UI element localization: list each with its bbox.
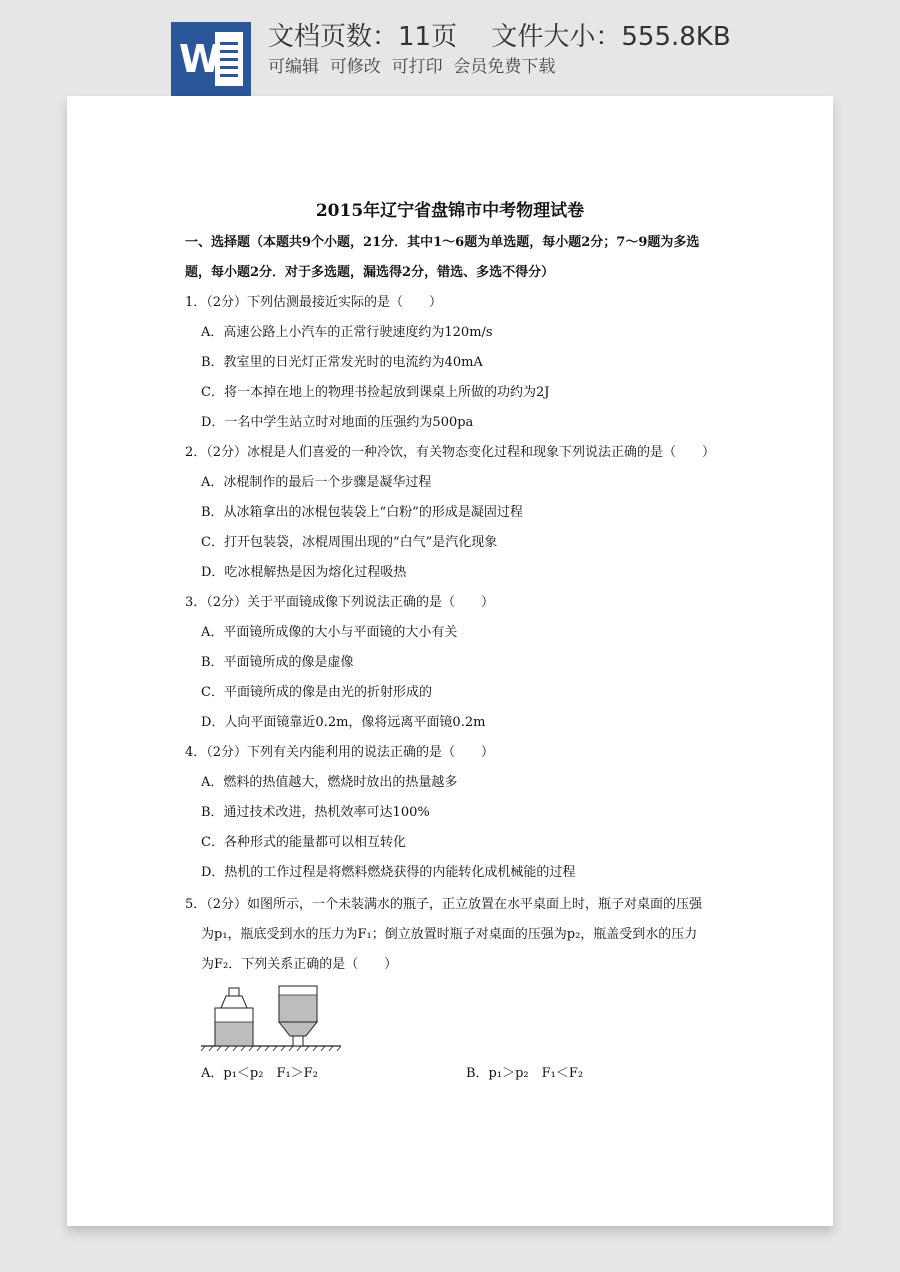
q1-option-b: B．教室里的日光灯正常发光时的电流约为40mA: [201, 355, 483, 370]
q3-option-d: D．人向平面镜靠近0.2m，像将远离平面镜0.2m: [201, 715, 486, 730]
q1-option-a: A．高速公路上小汽车的正常行驶速度约为120m/s: [201, 325, 493, 340]
q2-option-d: D．吃冰棍解热是因为熔化过程吸热: [201, 565, 407, 580]
q2-option-b: B．从冰箱拿出的冰棍包装袋上“白粉”的形成是凝固过程: [201, 505, 523, 520]
bottle-figure: [201, 984, 351, 1054]
q4-option-d: D．热机的工作过程是将燃料燃烧获得的内能转化成机械能的过程: [201, 865, 576, 880]
page-title: 2015年辽宁省盘锦市中考物理试卷: [315, 201, 585, 221]
q3-option-a: A．平面镜所成像的大小与平面镜的大小有关: [201, 625, 458, 640]
q3-option-c: C．平面镜所成的像是由光的折射形成的: [201, 685, 432, 700]
download-header: [0, 0, 900, 96]
doc-info-line: [268, 20, 731, 54]
page-count: 文档页数：11页: [268, 22, 458, 52]
q5-option-b: B．p₁＞p₂ F₁＜F₂: [466, 1066, 584, 1081]
document-page: [67, 96, 833, 1226]
upright-bottle: [215, 988, 253, 1046]
q4-option-c: C．各种形式的能量都可以相互转化: [201, 835, 406, 850]
word-icon: W: [171, 22, 251, 96]
section-heading-line2: 题，每小题2分．对于多选题，漏选得2分，错选、多选不得分）: [185, 265, 555, 280]
q2-option-c: C．打开包装袋，冰棍周围出现的“白气”是汽化现象: [201, 535, 498, 550]
inverted-bottle: [279, 986, 317, 1046]
q4-stem: 4．（2分）下列有关内能利用的说法正确的是（ ）: [185, 745, 495, 760]
file-size: 文件大小：555.8KB: [491, 22, 731, 52]
q4-option-a: A．燃料的热值越大，燃烧时放出的热量越多: [201, 775, 458, 790]
q3-stem: 3．（2分）关于平面镜成像下列说法正确的是（ ）: [185, 595, 495, 610]
q2-stem: 2．（2分）冰棍是人们喜爱的一种冷饮，有关物态变化过程和现象下列说法正确的是（ ）: [185, 445, 716, 460]
q2-option-a: A．冰棍制作的最后一个步骤是凝华过程: [201, 475, 432, 490]
q5-stem-line3: 为F₂．下列关系正确的是（ ）: [201, 957, 398, 972]
q1-option-d: D．一名中学生站立时对地面的压强约为500pa: [201, 415, 474, 430]
q3-option-b: B．平面镜所成的像是虚像: [201, 655, 354, 670]
q4-option-b: B．通过技术改进，热机效率可达100%: [201, 805, 430, 820]
q5-stem-line1: 5．（2分）如图所示，一个未装满水的瓶子，正立放置在水平桌面上时，瓶子对桌面的压强: [185, 897, 703, 912]
q5-option-a: A．p₁＜p₂ F₁＞F₂: [201, 1066, 318, 1081]
q1-option-c: C．将一本掉在地上的物理书捡起放到课桌上所做的功约为2J: [201, 385, 550, 400]
section-heading-line1: 一、选择题（本题共9个小题，21分．其中1～6题为单选题，每小题2分；7～9题为多选: [185, 235, 700, 250]
q5-stem-line2: 为p₁，瓶底受到水的压力为F₁；倒立放置时瓶子对桌面的压强为p₂，瓶盖受到水的压力: [201, 927, 698, 942]
q1-stem: 1．（2分）下列估测最接近实际的是（ ）: [185, 295, 443, 310]
features-line: 可编辑 可修改 可打印 会员免费下载: [268, 57, 556, 77]
